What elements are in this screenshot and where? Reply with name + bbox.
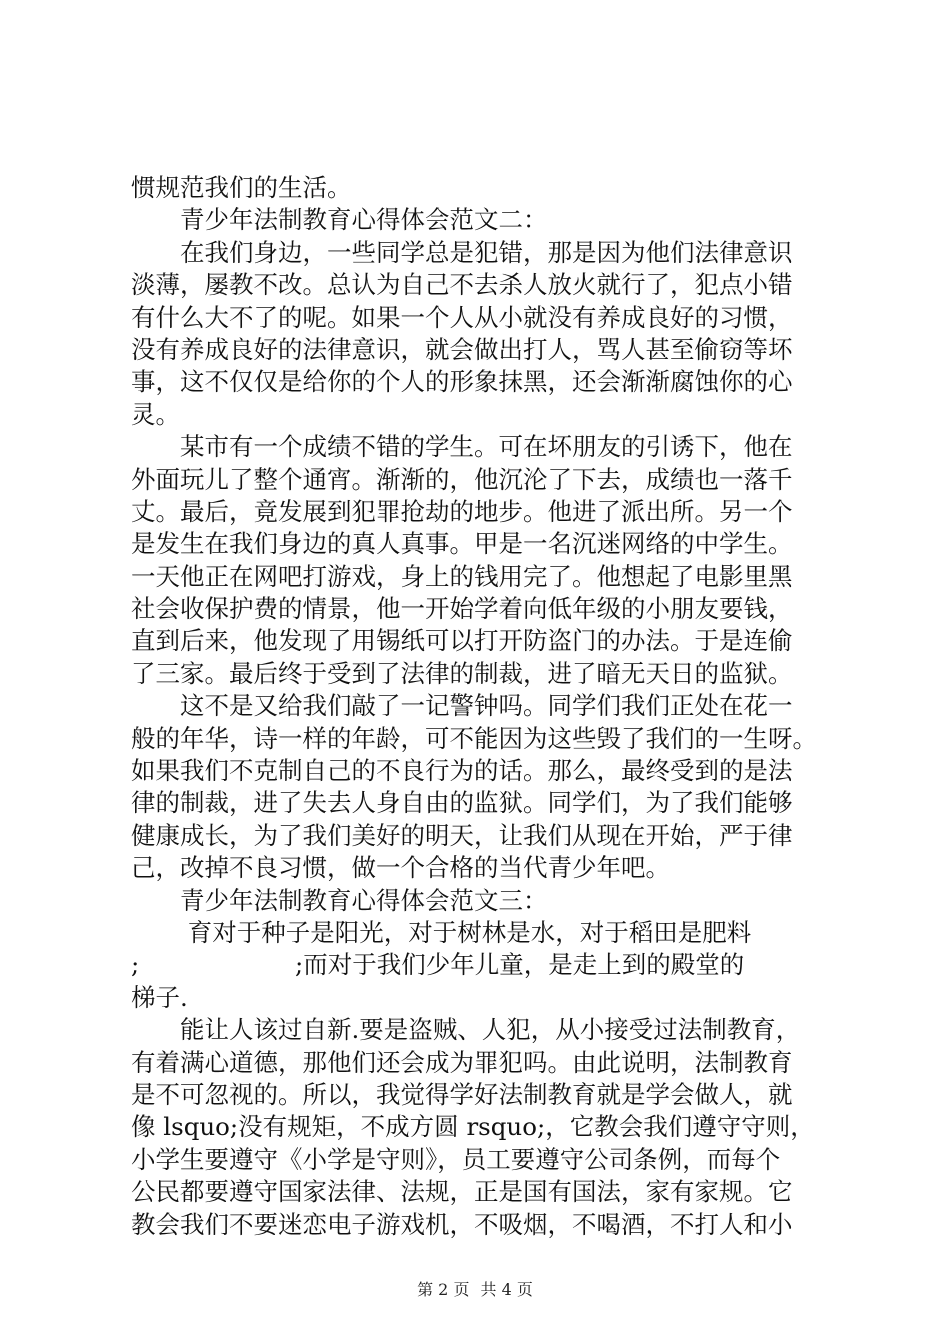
text-line: 公民都要遵守国家法律、法规，正是国有国法，家有家规。它 — [131, 1177, 793, 1207]
text-line: 没有养成良好的法律意识，就会做出打人，骂人甚至偷窃等坏 — [131, 334, 793, 364]
text-line: 如果我们不克制自己的不良行为的话。那么，最终受到的是法 — [131, 756, 793, 786]
text-line: 育对于种子是阳光，对于树林是水，对于稻田是肥料 — [131, 917, 752, 947]
page-number: 第 2 页 — [417, 1280, 470, 1299]
text-line: 这不是又给我们敲了一记警钟吗。同学们我们正处在花一 — [131, 691, 793, 721]
text-line: 直到后来，他发现了用锡纸可以打开防盗门的办法。于是连偷 — [131, 626, 793, 656]
text-line: 有着满心道德，那他们还会成为罪犯吗。由此说明，法制教育 — [131, 1047, 793, 1077]
text-line: ; ;而对于我们少年儿童，是走上到的殿堂的 — [131, 950, 745, 980]
text-line: 般的年华，诗一样的年龄，可不能因为这些毁了我们的一生呀。 — [131, 723, 817, 753]
text-line: 梯子. — [131, 982, 188, 1012]
text-line: 律的制裁，进了失去人身自由的监狱。同学们，为了我们能够 — [131, 788, 793, 818]
text-line: 是发生在我们身边的真人真事。甲是一名沉迷网络的中学生。 — [131, 529, 793, 559]
text-line: 一天他正在网吧打游戏，身上的钱用完了。他想起了电影里黑 — [131, 561, 793, 591]
text-line: 己，改掉不良习惯，做一个合格的当代青少年吧。 — [131, 853, 670, 883]
text-line: 淡薄，屡教不改。总认为自己不去杀人放火就行了，犯点小错 — [131, 270, 793, 300]
text-line: 灵。 — [131, 399, 180, 429]
text-line: 事，这不仅仅是给你的个人的形象抹黑，还会渐渐腐蚀你的心 — [131, 367, 793, 397]
page-footer — [0, 1280, 950, 1300]
text-line: 教会我们不要迷恋电子游戏机，不吸烟，不喝酒，不打人和小 — [131, 1209, 793, 1239]
text-line: 像 lsquo;没有规矩，不成方圆 rsquo;，它教会我们遵守守则， — [131, 1112, 815, 1142]
section-heading: 青少年法制教育心得体会范文三： — [131, 885, 548, 915]
text-line: 是不可忽视的。所以，我觉得学好法制教育就是学会做人，就 — [131, 1079, 793, 1109]
text-line: 某市有一个成绩不错的学生。可在坏朋友的引诱下，他在 — [131, 432, 793, 462]
text-line: 惯规范我们的生活。 — [131, 173, 352, 202]
text-line: 了三家。最后终于受到了法律的制裁，进了暗无天日的监狱。 — [131, 658, 793, 688]
text-line: 健康成长，为了我们美好的明天，让我们从现在开始，严于律 — [131, 820, 793, 850]
text-line: 丈。最后，竟发展到犯罪抢劫的地步。他进了派出所。另一个 — [131, 496, 793, 526]
text-line: 在我们身边，一些同学总是犯错，那是因为他们法律意识 — [131, 237, 793, 267]
text-line: 有什么大不了的呢。如果一个人从小就没有养成良好的习惯， — [131, 302, 793, 332]
text-line: 外面玩儿了整个通宵。渐渐的，他沉沦了下去，成绩也一落千 — [131, 464, 793, 494]
text-line: 社会收保护费的情景，他一开始学着向低年级的小朋友要钱， — [131, 594, 793, 624]
page-total: 共 4 页 — [480, 1280, 533, 1299]
document-body — [131, 172, 831, 1241]
section-heading: 青少年法制教育心得体会范文二： — [131, 205, 548, 235]
text-line: 能让人该过自新.要是盗贼、人犯，从小接受过法制教育， — [131, 1015, 801, 1045]
text-line: 小学生要遵守《小学是守则》，员工要遵守公司条例，而每个 — [131, 1144, 781, 1174]
